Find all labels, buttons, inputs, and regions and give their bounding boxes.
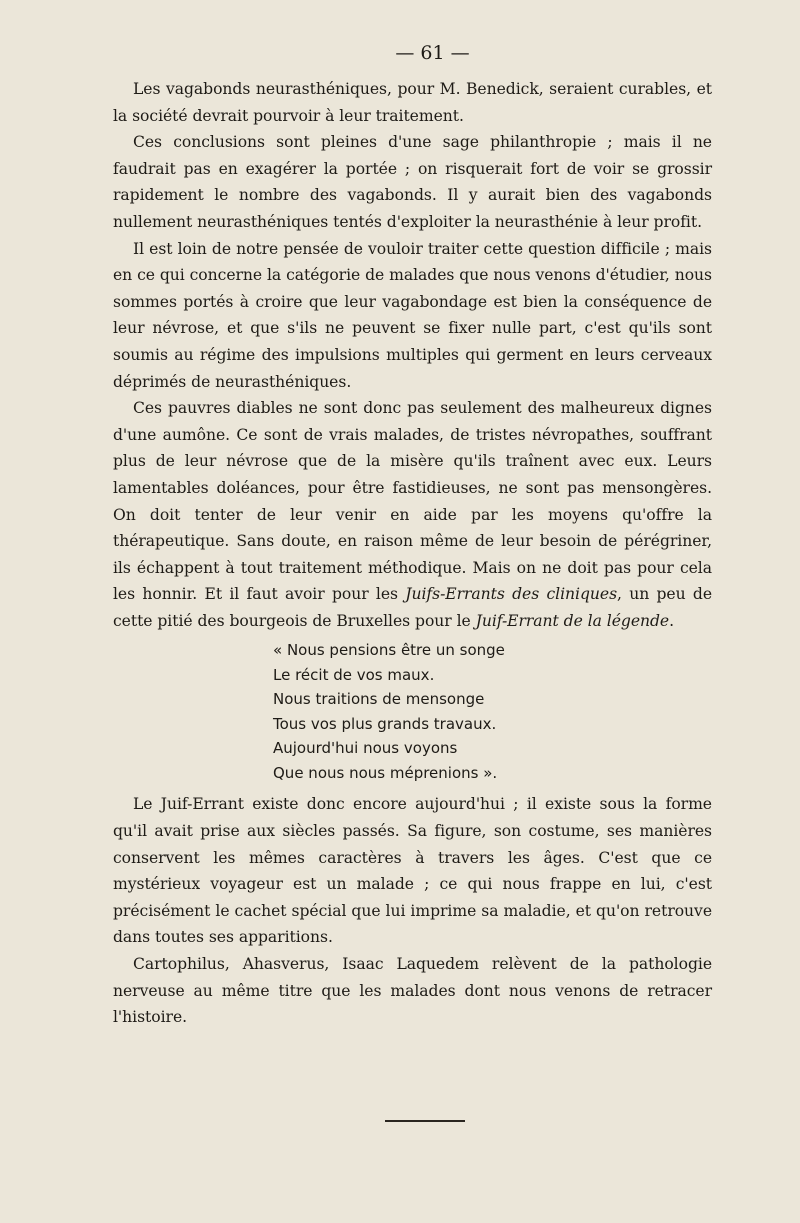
paragraph-3: Il est loin de notre pensée de vouloir traiter cette question difficile ; mais en ce qui concerne la catégorie de malades que nous venons d'étudier, nous sommes portés à croire que leur vagabondage est bien la conséquence de leur névrose, et que s'ils ne peuvent se fixer nulle part, c'est qu'ils sont soumis au régime des impulsions multiples qui germent en leurs cerveaux déprimés de neurasthéniques. (113, 239, 712, 391)
poem-line: Aujourd'hui nous voyons (273, 739, 458, 758)
poem-line: Tous vos plus grands travaux. (273, 714, 497, 733)
section-rule (385, 1120, 465, 1122)
paragraph-4-text-b: , un peu de cette pitié des bourgeois de Bruxelles pour le (113, 585, 713, 630)
body-text (113, 76, 712, 1031)
paragraph-1: Les vagabonds neurasthéniques, pour M. Benedick, seraient curables, et la société devrait pourvoir à leur traitement. (113, 80, 712, 125)
italic-juifs-errants: Juifs-Errants des cliniques (405, 585, 618, 604)
poem-line: Le récit de vos maux. (273, 665, 435, 684)
paragraph-4-text-c: . (669, 611, 675, 630)
paragraph-5: Le Juif-Errant existe donc encore aujourd'hui ; il existe sous la forme qu'il avait prise aux siècles passés. Sa figure, son costume, ses manières conservent les mêmes caractères à travers les âges. C'est que ce mystérieux voyageur est un malade ; ce qui nous frappe en lui, c'est précisément le cachet spécial que lui imprime sa maladie, et qu'on retrouve dans toutes ses apparitions. (113, 795, 712, 947)
poem-line: « Nous pensions être un songe (273, 641, 505, 660)
italic-juif-errant: Juif-Errant de la légende (475, 611, 670, 630)
paragraph-6: Cartophilus, Ahasverus, Isaac Laquedem relèvent de la pathologie nerveuse au même titre que les malades dont nous venons de retracer l'histoire. (113, 955, 712, 1027)
page-number: — 61 — (395, 42, 470, 64)
paragraph-4 (113, 395, 712, 634)
paragraph-4-text-a: Ces pauvres diables ne sont donc pas seulement des malheureux dignes d'une aumône. Ce sont de vrais malades, de tristes névropathes, souffrant plus de leur névrose que de la misère qu'ils traînent avec eux. Leurs lamentables doléances, pour être fastidieuses, ne sont pas mensongères. On doit tenter de leur venir en aide par les moyens qu'offre la thérapeutique. Sans doute, en raison même de leur besoin de pérégriner, ils échappent à tout traitement méthodique. Mais on ne doit pas pour cela les honnir. Et il faut avoir pour les (113, 399, 712, 604)
poem-line: Nous traitions de mensonge (273, 690, 485, 709)
poem-line: Que nous nous méprenions ». (273, 763, 498, 782)
poem-quote (273, 638, 712, 785)
paragraph-2: Ces conclusions sont pleines d'une sage philanthropie ; mais il ne faudrait pas en exagérer la portée ; on risquerait fort de voir se grossir rapidement le nombre des vagabonds. Il y aurait bien des vagabonds nullement neurasthéniques tentés d'exploiter la neurasthénie à leur profit. (113, 133, 712, 231)
